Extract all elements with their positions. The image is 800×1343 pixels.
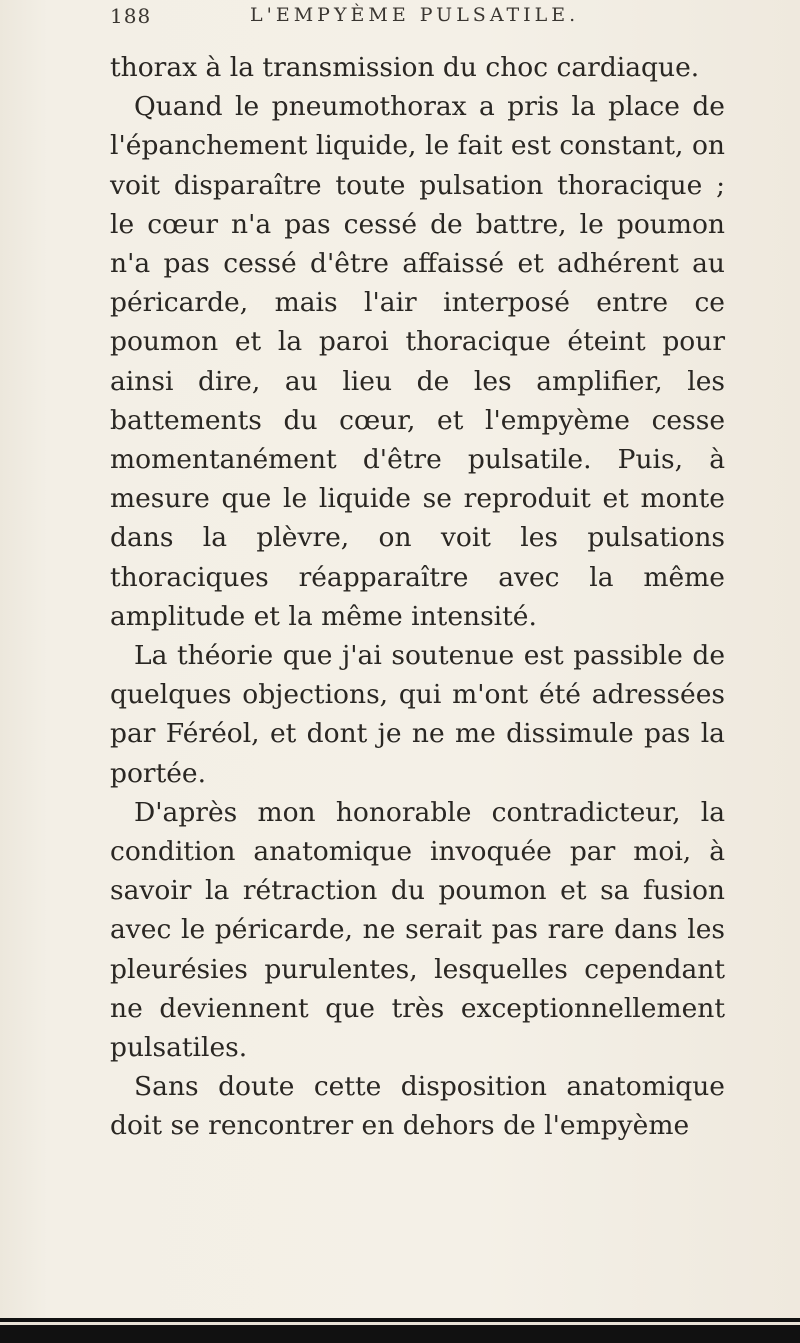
paragraph: D'après mon honorable contradicteur, la condition anatomique invoquée par moi, à savoir la rétraction du poumon et sa fusion avec le péricarde, ne serait pas rare dans les pleurésies purulentes, lesquelles cependant ne deviennent que très exceptionnellement pulsatiles. [110, 796, 725, 1064]
running-title: L'EMPYÈME PULSATILE. [250, 4, 580, 26]
bottom-edge-line [0, 1322, 800, 1325]
body-text [110, 48, 725, 1146]
page-header [110, 4, 730, 40]
paragraph: La théorie que j'ai soutenue est passible de quelques objections, qui m'ont été adressées par Féréol, et dont je ne me dissimule pas la portée. [110, 640, 725, 789]
paragraph: Quand le pneumothorax a pris la place de l'épanchement liquide, le fait est constant, on voit disparaître toute pulsation thoracique ; le cœur n'a pas cessé de battre, le poumon n'a pas cessé d'être affaissé et adhérent au péricarde, mais l'air interposé entre ce poumon et la paroi thoracique éteint pour ainsi dire, au lieu de les amplifier, les battements du cœur, et l'empyème cesse momentanément d'être pulsatile. Puis, à mesure que le liquide se reproduit et monte dans la plèvre, on voit les pulsations thoraciques réapparaître avec la même amplitude et la même intensité. [110, 91, 725, 632]
paragraph-continued: thorax à la transmission du choc cardiaque. [110, 52, 700, 83]
paragraph: Sans doute cette disposition anatomique doit se rencontrer en dehors de l'empyème [110, 1071, 725, 1142]
page-number: 188 [110, 4, 152, 28]
